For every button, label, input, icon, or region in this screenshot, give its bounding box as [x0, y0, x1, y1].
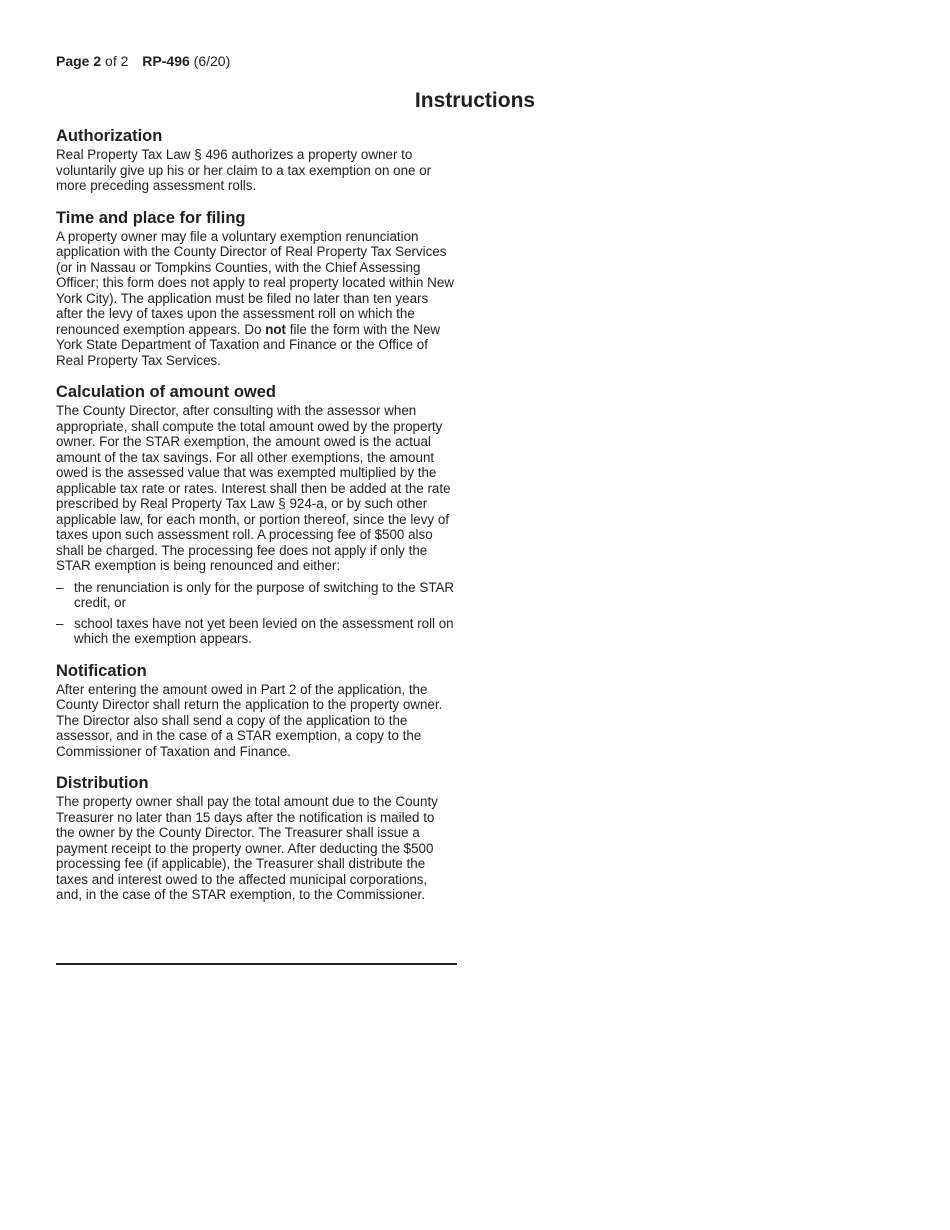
section-heading: Authorization	[56, 127, 163, 145]
section-heading: Time and place for filing	[56, 208, 246, 227]
section-notification	[56, 661, 456, 760]
section-body: The property owner shall pay the total amount due to the County Treasurer no later than 15 days after the notification is mailed to the owner by the County Director. The Treasurer shall issue a payment receipt to the property owner. After deducting the $500 processing fee (if applicable), the Treasurer shall distribute the taxes and interest owed to the affected municipal corporations, and, in the case of the STAR exemption, to the Commissioner.	[56, 794, 438, 902]
section-body: Real Property Tax Law § 496 authorizes a property owner to voluntarily give up his or her claim to a tax exemption on one or more preceding assessment rolls.	[56, 147, 432, 193]
list-item-text: school taxes have not yet been levied on the assessment roll on which the exemption appears.	[74, 615, 454, 646]
dash-marker: –	[56, 615, 64, 631]
page-title-text: Instructions	[414, 89, 536, 112]
page-number: 2	[93, 53, 102, 69]
instructions-column	[56, 126, 456, 917]
page-title	[0, 88, 950, 114]
section-body: The County Director, after consulting with the assessor when appropriate, shall compute the total amount owed by the property owner. For the STAR exemption, the amount owed is the actual amount of the tax savings. For all other exemptions, the amount owed is the assessed value that was exempted multiplied by the applicable tax rate or rates. Interest shall then be added at the rate prescribed by Real Property Tax Law § 924-a, or by such other applicable law, for each month, or portion thereof, since the levy of taxes upon such assessment roll. A processing fee of $500 also shall be charged. The processing fee does not apply if only the STAR exemption is being renounced and either:	[56, 403, 451, 573]
section-heading: Notification	[56, 661, 147, 680]
section-heading: Distribution	[56, 774, 149, 792]
list-item-text: the renunciation is only for the purpose of switching to the STAR credit, or	[74, 579, 455, 610]
section-authorization	[56, 126, 456, 194]
page-of-total: of 2	[105, 53, 129, 69]
calculation-bullet-list	[56, 580, 456, 647]
form-id: RP-496	[142, 53, 190, 69]
section-body	[56, 229, 456, 369]
page-header	[56, 52, 230, 70]
filing-body-part2: file the form with the New York State Department of Taxation and Finance or the Office of Real Property Tax Services.	[56, 321, 441, 368]
filing-body-part1: A property owner may file a voluntary exemption renunciation application with the County Director of Real Property Tax Services (or in Nassau or Tompkins Counties, with the Chief Assessing Officer; this form does not apply to real property located within New York City). The application must be filed no later than ten years after the levy of taxes upon the assessment roll on which the renounced exemption appears. Do	[56, 228, 454, 337]
section-distribution	[56, 773, 456, 903]
filing-body-bold: not	[265, 321, 287, 337]
section-body: After entering the amount owed in Part 2 of the application, the County Director shall return the application to the property owner. The Director also shall send a copy of the application to the assessor, and in the case of a STAR exemption, a copy to the Commissioner of Taxation and Finance.	[56, 681, 443, 759]
form-date: (6/20)	[193, 53, 231, 69]
section-calculation	[56, 382, 456, 647]
list-item	[56, 616, 456, 647]
section-heading: Calculation of amount owed	[56, 383, 277, 401]
horizontal-rule	[56, 963, 457, 965]
dash-marker: –	[56, 579, 64, 595]
section-filing	[56, 208, 456, 369]
list-item	[56, 580, 456, 611]
page-label: Page	[56, 53, 90, 69]
